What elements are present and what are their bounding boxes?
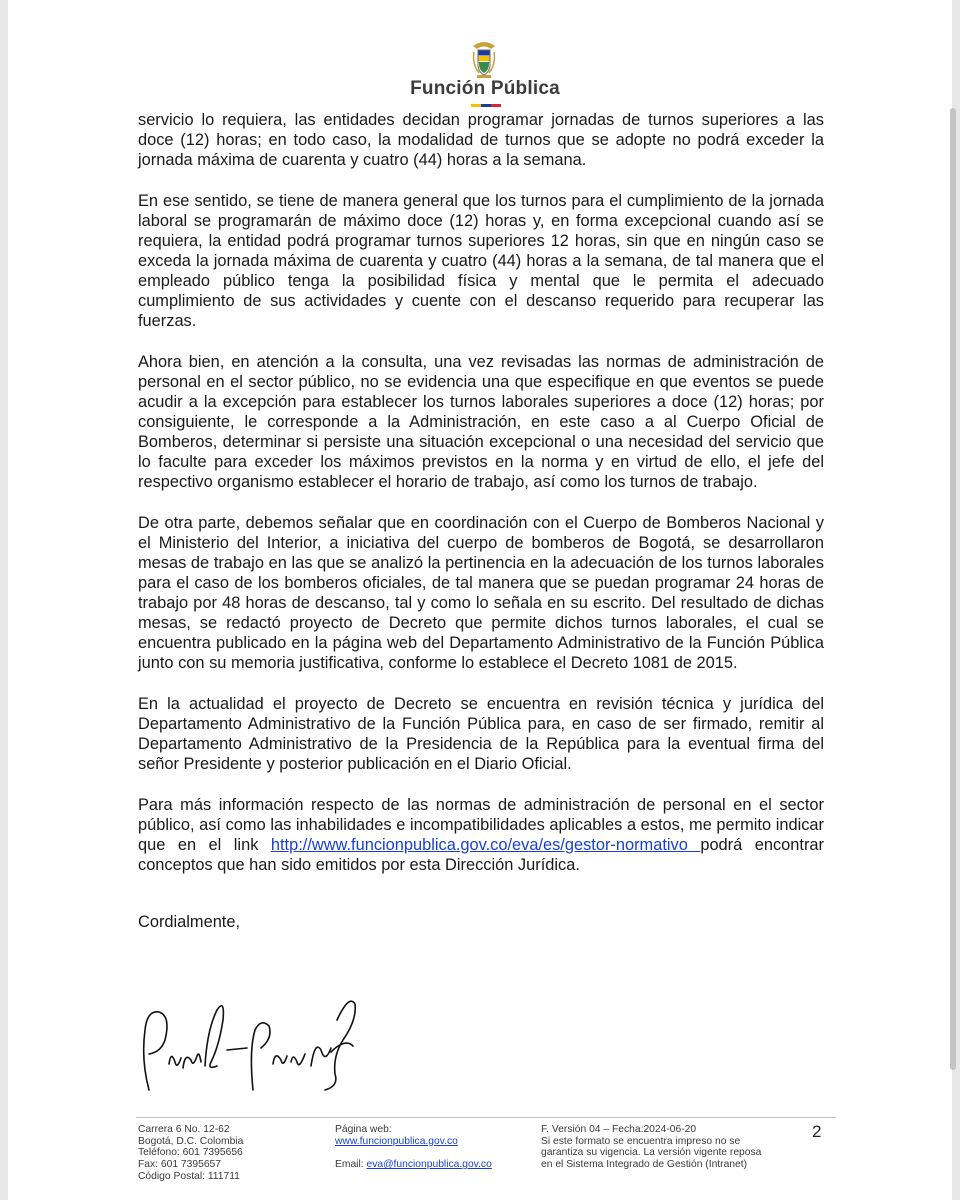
version-line: F. Versión 04 – Fecha:2024-06-20: [541, 1124, 697, 1135]
postal-code: Código Postal: 111711: [138, 1170, 240, 1182]
paragraph: Ahora bien, en atención a la consulta, una vez revisadas las normas de administración de personal en el sector público, no se evidencia una que especifique en que eventos se puede acudir a la excepción para establecer los turnos laborales superiores a doce (12) horas; por consiguiente, le corresponde a la Administración, en este caso a al Cuerpo Oficial de Bomberos, determinar si persiste una situación excepcional o una necesidad del servicio que lo faculte para exceder los máximos previstos en la norma y en virtud de ello, el jefe del respectivo organismo establecer el horario de trabajo, así como los turnos de trabajo.: [138, 352, 824, 492]
version-line: garantiza su vigencia. La versión vigente reposa: [541, 1147, 762, 1159]
paragraph: En la actualidad el proyecto de Decreto se encuentra en revisión técnica y jurídica del Departamento Administrativo de la Función Pública para, en caso de ser firmado, remitir al Departamento Administrativo de la Presidencia de la República para la eventual firma del señor Presidente y posterior publicación en el Diario Oficial.: [138, 694, 824, 774]
signature: [135, 990, 365, 1100]
viewer-scrollbar-track[interactable]: [952, 0, 960, 1200]
footer-contact: [335, 1124, 492, 1171]
version-line: Si este formato se encuentra impreso no se: [541, 1135, 741, 1147]
paragraph: De otra parte, debemos señalar que en coordinación con el Cuerpo de Bomberos Nacional y el Ministerio del Interior, a iniciativa del cuerpo de bomberos de Bogotá, se desarrollaron mesas de trabajo en las que se analizó la pertinencia en la adecuación de los turnos laborales para el caso de los bomberos oficiales, de tal manera que se puedan programar 24 horas de trabajo por 48 horas de descanso, tal y como lo señala en su escrito. Del resultado de dichas mesas, se redactó proyecto de Decreto que permite dichos turnos laborales, el cual se encuentra publicado en la página web del Departamento Administrativo de la Función Pública junto con su memoria justificativa, conforme lo establece el Decreto 1081 de 2015.: [138, 513, 824, 673]
address-line: Carrera 6 No. 12-62: [138, 1124, 230, 1135]
gestor-normativo-link[interactable]: http://www.funcionpublica.gov.co/eva/es/gestor-normativo: [270, 835, 701, 854]
viewer-left-edge: [0, 0, 8, 1200]
scrollbar-thumb[interactable]: [950, 108, 956, 1070]
page-number: 2: [812, 1122, 822, 1141]
website-link[interactable]: www.funcionpublica.gov.co: [335, 1135, 458, 1147]
paragraph: servicio lo requiera, las entidades decidan programar jornadas de turnos superiores a las doce (12) horas; en todo caso, la modalidad de turnos que se adopte no podrá exceder la jornada máxima de cuarenta y cuatro (44) horas a la semana.: [138, 111, 824, 170]
footer-address: [138, 1124, 243, 1183]
email-link[interactable]: eva@funcionpublica.gov.co: [366, 1159, 492, 1171]
version-line: en el Sistema Integrado de Gestión (Intranet): [541, 1159, 748, 1171]
web-label: Página web:: [335, 1124, 392, 1135]
brand-name: Función Pública: [410, 78, 560, 99]
paragraph-text: podrá encontrar conceptos que han sido emitidos por esta Dirección Jurídica.: [138, 835, 824, 874]
footer-version: [541, 1124, 761, 1171]
paragraph-text: Para más información respecto de las normas de administración de personal en el sector público, así como las inhabilidades e incompatibilidades aplicables a estos, me permito indicar que en el link: [138, 795, 824, 854]
closing-salutation: Cordialmente,: [138, 913, 241, 931]
letter-body: [138, 110, 824, 895]
paragraph: En ese sentido, se tiene de manera general que los turnos para el cumplimiento de la jornada laboral se programarán de máximo doce (12) horas y, en forma excepcional cuando así se requiera, la entidad podrá programar turnos superiores 12 horas, sin que en ningún caso se exceda la jornada máxima de cuarenta y cuatro (44) horas a la semana, de tal manera que el empleado público tenga la posibilidad física y mental que le permita el adecuado cumplimiento de sus actividades y cuente con el descanso requerido para recuperar las fuerzas.: [138, 191, 824, 331]
funcion-publica-logo: [410, 40, 560, 110]
coat-of-arms-icon: [471, 40, 497, 80]
phone: Teléfono: 601 7395656: [138, 1147, 243, 1159]
email-label: Email:: [335, 1159, 367, 1171]
fax: Fax: 601 7395657: [138, 1159, 222, 1171]
flag-stripe: [471, 104, 501, 107]
footer-divider: [136, 1117, 836, 1118]
paragraph-with-link: [138, 795, 824, 875]
address-line: Bogotá, D.C. Colombia: [138, 1135, 244, 1147]
